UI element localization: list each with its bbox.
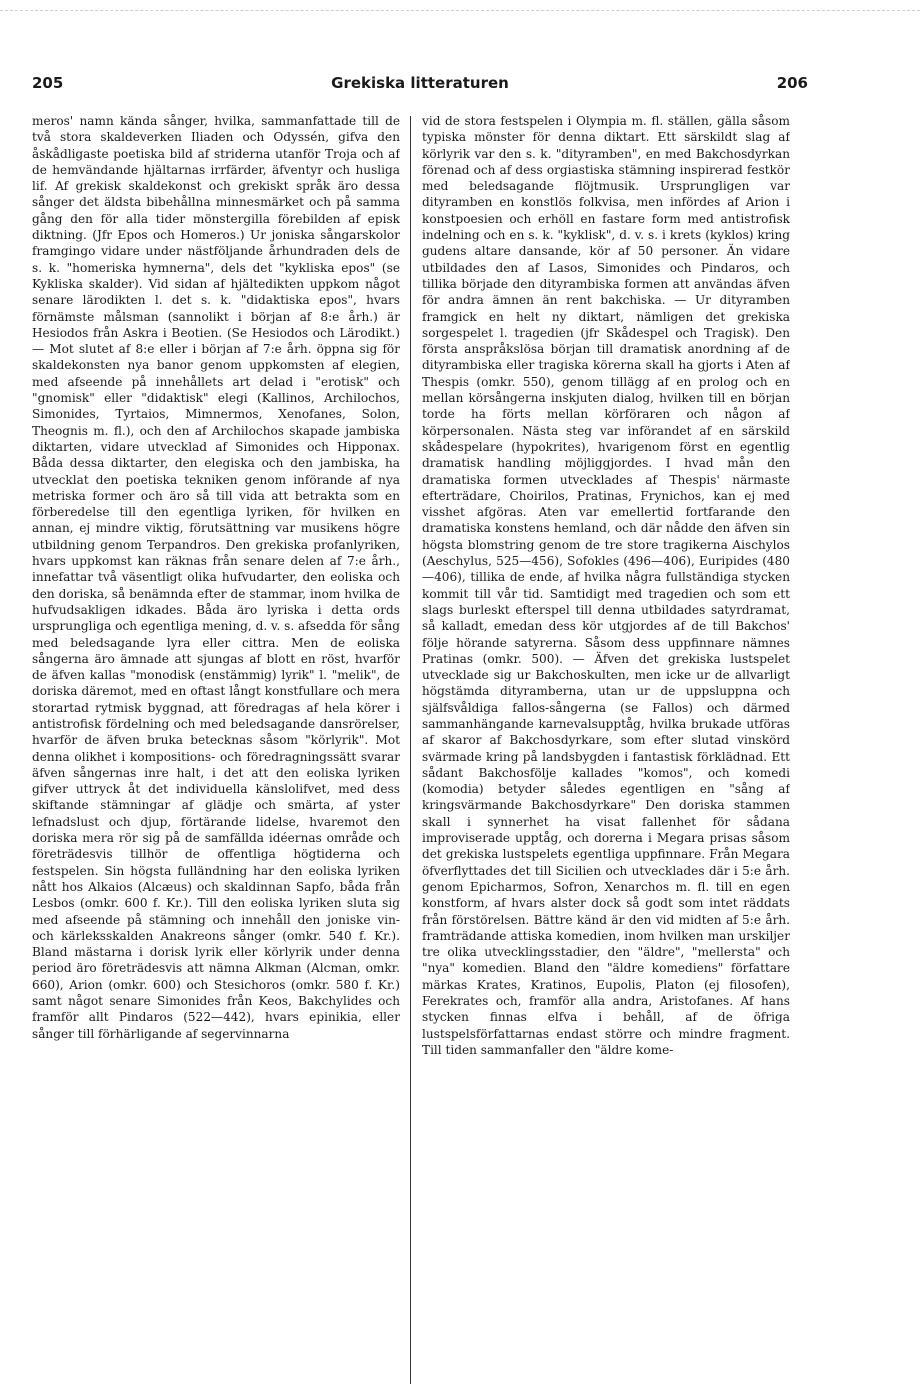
page-number-right: 206 (776, 74, 808, 92)
column-text: vid de stora festspelen i Olympia m. fl. ställen, gälla såsom typiska mönster för denna diktart. Ett särskildt slag af körlyrik var den s. k. "dityramben", en med Bakchosdyrkan förenad och af dess orgiastiska stämning inspirerad festkör med beledsagande flöjtmusik. Ursprungligen var dityramben en konstlös folkvisa, men infördes af Arion i konstpoesien och erhöll en fastare form med antistrofisk indelning och en s. k. "kyklisk", d. v. s. i krets (kyklos) kring gudens altare dansande, kör af 50 personer. Än vidare utbildades den af Lasos, Simonides och Pindaros, och tillika började den dityrambiska formen att användas äfven för andra ämnen än rent bakchiska. — Ur dityramben framgick en helt ny diktart, nämligen det grekiska sorgespelet l. tragedien (jfr Skådespel och Tragisk). Den första anspråkslösa början till dramatisk anordning af de dityrambiska eller tragiska körerna skall ha gjorts i Aten af Thespis (omkr. 550), genom tillägg af en prolog och en mellan körsångerna inskjuten dialog, hvilken till en början torde ha förts mellan körföraren och någon af körpersonalen. Nästa steg var införandet af en särskild skådespelare (hypokrites), hvarigenom först en egentlig dramatisk handling möjliggjordes. I hvad mån den dramatiska formen utvecklades af Thespis' närmaste efterträdare, Choirilos, Pratinas, Frynichos, kan ej med visshet afgöras. Aten var emellertid fortfarande den dramatiska konstens hemland, och där nådde den äfven sin högsta blomstring genom de tre store tragikerna Aischylos (Aeschylus, 525—456), Sofokles (496—406), Euripides (480—406), tillika de ende, af hvilka några fullständiga stycken kommit till vår tid. Samtidigt med tragedien och som ett slags burleskt efterspel till denna utbildades satyrdramat, så kalladt, emedan dess kör utgjordes af de till Bakchos' följe hörande satyrerna. Såsom dess uppfinnare nämnes Pratinas (omkr. 500). — Äfven det grekiska lustspelet utvecklade sig ur Bakchoskulten, men icke ur de allvarligt högstämda dityramberna, utan ur de uppsluppna och själfsvåldiga fallos-sångerna (se Fallos) och därmed sammanhängande karnevalsupptåg, hvilka brukade utföras af skaror af Bakchosdyrkare, som efter slutad vinskörd svärmade kring på landsbygden i fantastisk förklädnad. Ett sådant Bakchosfölje kallades "komos", och komedi (komodia) betyder således egentligen en "sång af kringsvärmande Bakchosdyrkare" Den doriska stammen skall i synnerhet ha visat fallenhet för sådana improviserade upptåg, och dorerna i Megara prisas såsom det grekiska lustspelets egentliga uppfinnare. Från Megara öfverflyttades det till Sicilien och utvecklades där i 5:e årh. genom Epicharmos, Sofron, Xenarchos m. fl. till en egen konstform, af hvars alster dock så godt som intet räddats från förstörelsen. Bättre känd är den vid midten af 5:e årh. framträdande attiska komedien, inom hvilken man urskiljer tre olika utvecklingsstadier, den "äldre", "mellersta" och "nya" komedien. Bland den "äldre komediens" författare märkas Krates, Kratinos, Eupolis, Platon (ej filosofen), Ferekrates och, framför alla andra, Aristofanes. Af hans stycken finnas elfva i behåll, af de öfriga lustspelsförfattarnas endast större och mindre fragment. Till tiden sammanfaller den "äldre kome- (422, 114, 790, 1057)
scan-edge (0, 10, 920, 12)
page-header (32, 74, 808, 100)
text-column-left (32, 113, 400, 1383)
page-number-left: 205 (32, 74, 64, 92)
column-divider (410, 116, 411, 1384)
running-title: Grekiska litteraturen (331, 74, 509, 92)
column-text: meros' namn kända sånger, hvilka, sammanfattade till de två stora skaldeverken Iliaden och Odyssén, gifva den åskådligaste poetiska bild af striderna utanför Troja och af de hemvändande hjältarnas irrfärder, äfventyr och husliga lif. Af grekisk skaldekonst och grekiskt språk äro dessa sånger det äldsta bibehållna minnesmärket och på samma gång den för alla tider mönstergilla förebilden af episk diktning. (Jfr Epos och Homeros.) Ur joniska sångarskolor framgingo vidare under nästföljande århundraden dels de s. k. "homeriska hymnerna", dels det "kykliska epos" (se Kykliska skalder). Vid sidan af hjältedikten uppkom något senare lärodikten l. det s. k. "didaktiska epos", hvars förnämste målsman (sannolikt i början af 8:e årh.) är Hesiodos från Askra i Beotien. (Se Hesiodos och Lärodikt.) — Mot slutet af 8:e eller i början af 7:e årh. öppna sig för skaldekonsten nya banor genom uppkomsten af elegien, med afseende på innehållets art delad i "erotisk" och "gnomisk" eller "didaktisk" elegi (Kallinos, Archilochos, Simonides, Tyrtaios, Mimnermos, Xenofanes, Solon, Theognis m. fl.), och den af Archilochos skapade jambiska diktarten, vidare utvecklad af Simonides och Hipponax. Båda dessa diktarter, den elegiska och den jambiska, ha utvecklat den poetiska tekniken genom införande af nya metriska former och äro så till vida att betrakta som en förberedelse till den egentliga lyriken, för hvilken en annan, ej mindre viktig, förutsättning var musikens högre utbildning genom Terpandros. Den grekiska profanlyriken, hvars uppkomst kan räknas från senare delen af 7:e årh., innefattar två väsentligt olika hufvudarter, den eoliska och den doriska, så benämnda efter de stammar, inom hvilka de hufvudsakligen idkades. Båda äro lyriska i detta ords ursprungliga och egentliga mening, d. v. s. afsedda för sång med beledsagande lyra eller cittra. Men de eoliska sångerna äro ämnade att sjungas af blott en röst, hvarför de äfven kallas "monodisk (enstämmig) lyrik" l. "melik", de doriska däremot, med en oftast långt konstfullare och mera storartad rytmisk byggnad, att föredragas af hela körer i antistrofisk fördelning och med beledsagande dansrörelser, hvarför de äfven bruka betecknas såsom "körlyrik". Mot denna olikhet i kompositions- och föredragningssätt svarar äfven sångernas inre halt, i det att den eoliska lyriken gifver uttryck åt det individuella känslolifvet, med dess skiftande stämningar af glädje och smärta, af yster lefnadslust och djup, förtärande lidelse, hvaremot den doriska mera rör sig på de samfällda idéernas område och företrädesvis tillhör de offentliga högtiderna och festspelen. Sin högsta fulländning har den eoliska lyriken nått hos Alkaios (Alcæus) och skaldinnan Sapfo, båda från Lesbos (omkr. 600 f. Kr.). Till den eoliska lyriken sluta sig med afseende på stämning och innehåll den joniske vin- och kärleksskalden Anakreons sånger (omkr. 540 f. Kr.). Bland mästarna i dorisk lyrik eller körlyrik under denna period äro företrädesvis att nämna Alkman (Alcman, omkr. 660), Arion (omkr. 600) och Stesichoros (omkr. 580 f. Kr.) samt något senare Simonides från Keos, Bakchylides och framför allt Pindaros (522—442), hvars epinikia, eller sånger till förhärligande af segervinnarna (32, 114, 400, 1041)
text-column-right (422, 113, 790, 1383)
